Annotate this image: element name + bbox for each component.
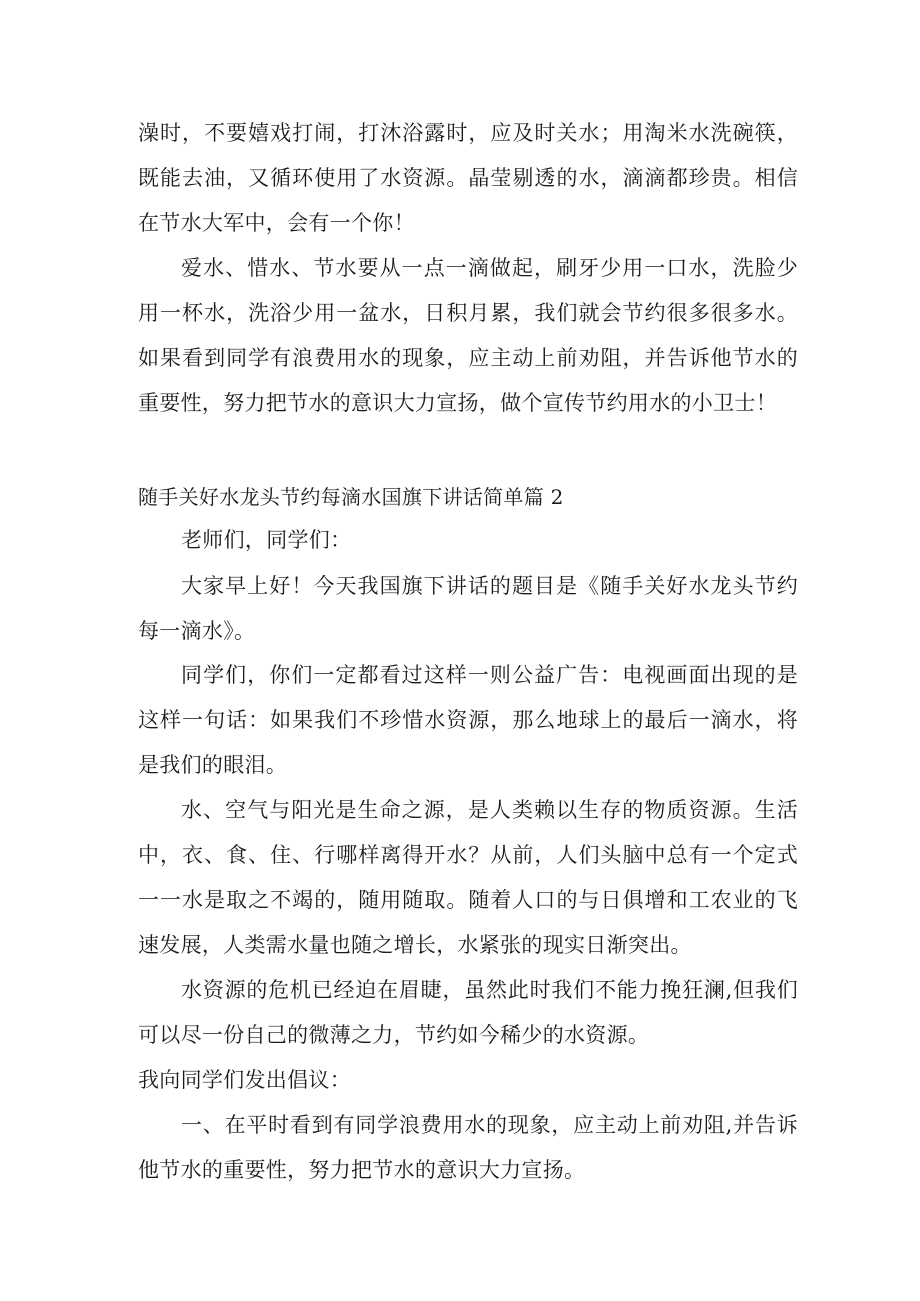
section-title: 随手关好水龙头节约每滴水国旗下讲话简单篇 2	[138, 485, 564, 509]
speech-intro: 大家早上好！今天我国旗下讲话的题目是《随手关好水龙头节约每一滴水》。	[138, 574, 798, 643]
speech-proposal-item-1: 一、在平时看到有同学浪费用水的现象，应主动上前劝阻,并告诉他节水的重要性，努力把节水的意识大力宣扬。	[138, 1113, 798, 1182]
speech-proposal-lead: 我向同学们发出倡议：	[138, 1068, 351, 1092]
speech-crisis-paragraph: 水资源的危机已经迫在眉睫，虽然此时我们不能力挽狂澜,但我们可以尽一份自己的微薄之力，节约如今稀少的水资源。	[138, 978, 798, 1047]
greeting: 老师们，同学们：	[181, 528, 352, 552]
speech-ad-paragraph: 同学们，你们一定都看过这样一则公益广告：电视画面出现的是这样一句话：如果我们不珍惜水资源，那么地球上的最后一滴水，将是我们的眼泪。	[138, 663, 798, 777]
paragraph-continued: 澡时，不要嬉戏打闹，打沐浴露时，应及时关水；用淘米水洗碗筷，既能去油，又循环使用了水资源。晶莹剔透的水，滴滴都珍贵。相信在节水大军中，会有一个你！	[138, 121, 798, 235]
speech-water-source-paragraph: 水、空气与阳光是生命之源，是人类赖以生存的物质资源。生活中，衣、食、住、行哪样离得开水？从前，人们头脑中总有一个定式一一水是取之不竭的，随用随取。随着人口的与日俱增和工农业的飞速发展，人类需水量也随之增长，水紧张的现实日渐突出。	[138, 798, 798, 957]
paragraph-save-water: 爱水、惜水、节水要从一点一滴做起，刷牙少用一口水，洗脸少用一杯水，洗浴少用一盆水，日积月累，我们就会节约很多很多水。如果看到同学有浪费用水的现象，应主动上前劝阻，并告诉他节水的重要性，努力把节水的意识大力宣扬，做个宣传节约用水的小卫士！	[138, 256, 798, 415]
